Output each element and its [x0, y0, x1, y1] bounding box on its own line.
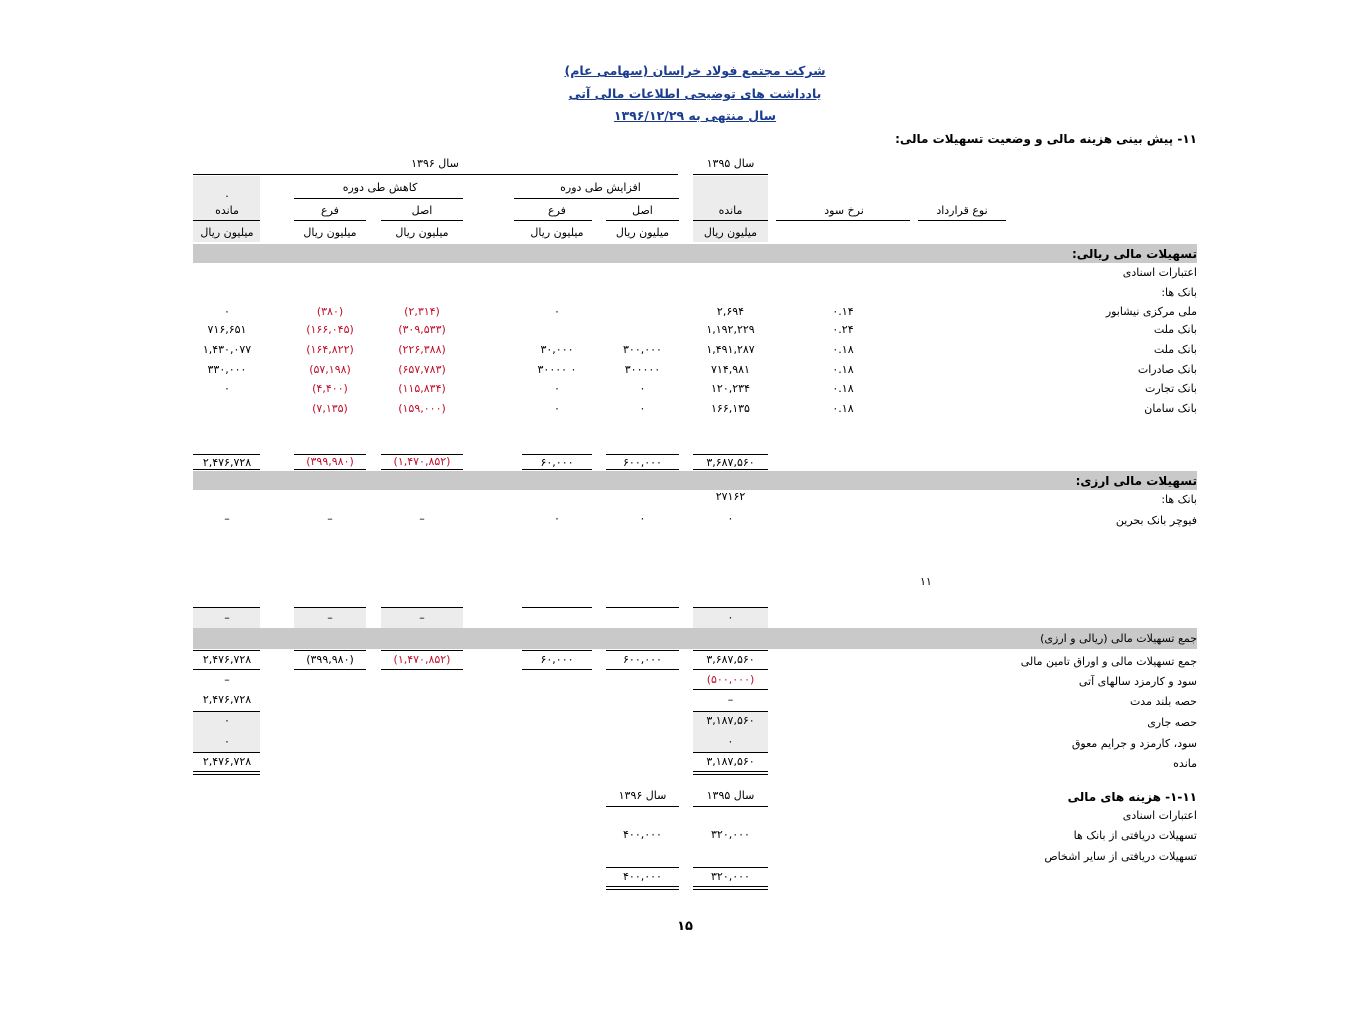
summary-double-rule [193, 771, 260, 772]
fc-rule [606, 806, 679, 807]
total-rule [693, 469, 768, 470]
row-inc-interest: ۰ [554, 402, 560, 415]
fx-total-rule [381, 607, 463, 608]
fx-row-label: فیوچر بانک بحرین [1115, 514, 1197, 527]
total-rule [294, 469, 366, 470]
fc-row-1396: ۴۰۰,۰۰۰ [623, 828, 662, 841]
fx-total-rule [606, 607, 679, 608]
unit-label: میلیون ریال [395, 226, 449, 239]
fc-row-label: تسهیلات دریافتی از بانک ها [1073, 829, 1197, 842]
unit-label: میلیون ریال [303, 226, 357, 239]
fc-year-1395: سال ۱۳۹۵ [706, 789, 755, 802]
col-contract-type: نوع قرارداد [936, 204, 988, 217]
summary-balance: ۰ [224, 735, 230, 748]
rial-sub-banks: بانک ها: [1161, 286, 1197, 299]
fx-total-open: ۰ [727, 611, 734, 624]
summary-open: (۵۰۰,۰۰۰) [706, 673, 755, 686]
row-dec-principal: (۶۵۷,۷۸۳) [398, 363, 446, 376]
col-rule [776, 220, 910, 221]
fx-sub-banks: بانک ها: [1161, 493, 1197, 506]
summary-rule [693, 711, 768, 712]
row-rate: ۰.۱۸ [832, 382, 854, 395]
row-inc-interest: ۳۰۰۰۰ ۰ [537, 363, 577, 376]
unit-label: میلیون ریال [530, 226, 584, 239]
unit-label: میلیون ریال [615, 226, 670, 239]
fc-row-1395: ۳۲۰,۰۰۰ [711, 828, 750, 841]
row-inc-interest: ۳۰,۰۰۰ [540, 343, 574, 356]
col-rule [193, 220, 260, 221]
notes-title: یادداشت های توضیحی اطلاعات مالی آتی [568, 86, 822, 101]
col-inc-interest: فرع [548, 204, 566, 217]
row-open: ۱,۱۹۲,۲۲۹ [706, 323, 755, 336]
col-rule [918, 220, 1006, 221]
row-label: بانک صادرات [1137, 363, 1197, 376]
summary-rule [693, 669, 768, 670]
col-dec-interest: فرع [321, 204, 339, 217]
period-title: سال منتهی به ۱۳۹۶/۱۲/۲۹ [613, 108, 777, 123]
fx-extra-value: ۲۷۱۶۲ [715, 490, 746, 503]
summary-rule [381, 650, 463, 651]
row-dec-interest: (۱۶۴,۸۲۲) [306, 343, 354, 356]
row-inc-principal: ۳۰۰,۰۰۰ [623, 343, 662, 356]
summary-balance: ۲,۴۷۶,۷۲۸ [202, 755, 252, 768]
decrease-group-header: کاهش طی دوره [342, 181, 418, 194]
fc-total-1395: ۳۲۰,۰۰۰ [711, 870, 750, 883]
row-inc-principal: ۳۰۰۰۰۰ [624, 363, 661, 376]
summary-label: سود، کارمزد و جرایم معوق [1071, 737, 1197, 750]
row-inc-principal: ۰ [639, 382, 646, 395]
row-rate: ۰.۱۸ [832, 363, 854, 376]
row-dec-interest: (۱۶۶,۰۴۵) [306, 323, 354, 336]
row-inc-interest: ۰ [554, 382, 560, 395]
fx-row-balance: – [224, 512, 230, 525]
page-number: ۱۵ [677, 919, 693, 934]
row-dec-interest: (۷,۱۳۵) [312, 402, 348, 415]
decrease-group-rule [294, 198, 463, 199]
summary-double-rule [193, 774, 260, 775]
finance-cost-title: ۱-۱۱- هزینه های مالی [1067, 790, 1197, 804]
row-open: ۱,۴۹۱,۲۸۷ [706, 343, 755, 356]
summary-open: ۳,۶۸۷,۵۶۰ [706, 653, 755, 666]
fx-title: تسهیلات مالی ارزی: [1075, 474, 1197, 488]
fc-row-label: تسهیلات دریافتی از سایر اشخاص [1044, 850, 1197, 863]
rial-total-inc-interest: ۶۰,۰۰۰ [540, 456, 574, 469]
row-dec-interest: (۴,۴۰۰) [312, 382, 348, 395]
fx-row-inc-interest: ۰ [554, 512, 560, 525]
row-open: ۱۲۰,۲۳۴ [711, 382, 750, 395]
row-rate: ۰.۱۴ [832, 305, 854, 318]
summary-balance: ۲,۴۷۶,۷۲۸ [202, 693, 252, 706]
row-open: ۷۱۴,۹۸۱ [711, 363, 750, 376]
row-label: بانک تجارت [1145, 382, 1197, 395]
section-title: ۱۱- پیش بینی هزینه مالی و وضعیت تسهیلات مالی: [895, 132, 1197, 146]
note-marker: ۱۱ [920, 575, 932, 588]
row-label: بانک ملت [1153, 323, 1197, 336]
rial-sub-lc: اعتبارات اسنادی [1122, 266, 1197, 279]
rial-total-balance: ۲,۴۷۶,۷۲۸ [202, 456, 252, 469]
fc-total-rule [693, 867, 768, 868]
row-label: ملی مرکزی نیشابور [1105, 305, 1197, 318]
rial-band [193, 244, 1197, 263]
summary-double-rule [693, 771, 768, 772]
fc-total-double-rule [693, 889, 768, 890]
col-open-remaining: مانده [718, 204, 743, 217]
row-inc-interest: ۰ [554, 305, 560, 318]
row-dec-principal: (۱۵۹,۰۰۰) [398, 402, 446, 415]
row-rate: ۰.۲۴ [832, 323, 854, 336]
total-rule [193, 469, 260, 470]
col-rule [693, 220, 768, 221]
row-dec-principal: (۳۰۹,۵۳۳) [398, 323, 446, 336]
summary-open: – [727, 693, 734, 706]
fc-total-rule [606, 867, 679, 868]
summary-label: سود و کارمزد سالهای آتی [1078, 675, 1197, 688]
row-dec-interest: (۵۷,۱۹۸) [309, 363, 351, 376]
total-rule [522, 454, 592, 455]
fx-row-open: ۰ [727, 512, 734, 525]
row-dec-principal: (۲۲۶,۳۸۸) [398, 343, 446, 356]
fx-row-inc-principal: ۰ [639, 512, 646, 525]
row-balance: ۰ [224, 305, 230, 318]
row-dec-interest: (۳۸۰) [316, 305, 344, 318]
row-open: ۲,۶۹۴ [716, 305, 745, 318]
col-rule [606, 220, 679, 221]
total-rule [193, 454, 260, 455]
fc-year-1396: سال ۱۳۹۶ [618, 789, 667, 802]
unit-label: میلیون ریال [200, 226, 254, 239]
summary-rule [381, 669, 463, 670]
col-rule [381, 220, 463, 221]
row-balance: ۷۱۶,۶۵۱ [207, 323, 247, 336]
unit-label: میلیون ریال [703, 226, 758, 239]
rial-total-dec-principal: (۱,۴۷۰,۸۵۲) [393, 455, 451, 468]
summary-rule [693, 689, 768, 690]
summary-balance: ۲,۴۷۶,۷۲۸ [202, 653, 252, 666]
rial-total-open: ۳,۶۸۷,۵۶۰ [706, 456, 755, 469]
fx-total-rule [522, 607, 592, 608]
summary-rule [294, 669, 366, 670]
summary-rule [193, 711, 260, 712]
col-inc-principal: اصل [632, 204, 653, 217]
summary-label: جمع تسهیلات مالی و اوراق تامین مالی [1020, 655, 1197, 668]
summary-dec-interest: (۳۹۹,۹۸۰) [306, 653, 354, 666]
summary-rule [193, 669, 260, 670]
summary-rule [606, 669, 679, 670]
row-dec-principal: (۱۱۵,۸۳۴) [398, 382, 446, 395]
summary-inc-interest: ۶۰,۰۰۰ [540, 653, 574, 666]
fx-total-rule [294, 607, 366, 608]
summary-rule [693, 650, 768, 651]
summary-rule [693, 752, 768, 753]
fx-total-rule [693, 607, 768, 608]
summary-open: ۳,۱۸۷,۵۶۰ [706, 755, 755, 768]
summary-band-label: جمع تسهیلات مالی (ریالی و ارزی) [1040, 632, 1197, 645]
fx-row-dec-interest: – [327, 512, 333, 525]
total-rule [606, 454, 679, 455]
year-1395-header: سال ۱۳۹۵ [706, 157, 755, 170]
rial-title: تسهیلات مالی ریالی: [1071, 247, 1197, 261]
fc-total-double-rule [693, 886, 768, 887]
fc-total-1396: ۴۰۰,۰۰۰ [623, 870, 662, 883]
summary-rule [193, 650, 260, 651]
rial-total-dec-interest: (۳۹۹,۹۸۰) [306, 455, 354, 468]
col-dec-principal: اصل [411, 204, 433, 217]
fx-row-dec-principal: – [419, 512, 425, 525]
fc-rule [693, 806, 768, 807]
year-1396-header: سال ۱۳۹۶ [411, 157, 459, 170]
row-inc-principal: ۰ [639, 402, 646, 415]
fx-total-balance: – [224, 611, 230, 624]
fx-band [193, 471, 1197, 490]
row-balance: ۰ [224, 382, 230, 395]
summary-inc-principal: ۶۰۰,۰۰۰ [623, 653, 662, 666]
summary-rule [294, 650, 366, 651]
col-remaining: مانده [215, 204, 239, 217]
summary-label: مانده [1173, 757, 1197, 770]
summary-rule [522, 669, 592, 670]
increase-group-rule [514, 198, 679, 199]
fc-total-double-rule [606, 886, 679, 887]
fc-sub: اعتبارات اسنادی [1122, 809, 1197, 822]
row-label: بانک ملت [1153, 343, 1197, 356]
summary-label: حصه بلند مدت [1129, 695, 1197, 708]
dot-mark: . [225, 187, 229, 200]
total-rule [522, 469, 592, 470]
row-balance: ۳۳۰,۰۰۰ [207, 363, 247, 376]
row-dec-principal: (۲,۳۱۴) [404, 305, 440, 318]
col-rule [514, 220, 592, 221]
summary-double-rule [693, 774, 768, 775]
total-rule [693, 454, 768, 455]
fx-total-rule [193, 607, 260, 608]
summary-dec-principal: (۱,۴۷۰,۸۵۲) [393, 653, 451, 666]
row-balance: ۱,۴۳۰,۰۷۷ [202, 343, 252, 356]
rial-total-inc-principal: ۶۰۰,۰۰۰ [623, 456, 662, 469]
summary-rule [522, 650, 592, 651]
increase-group-header: افزایش طی دوره [560, 181, 641, 194]
fx-total-dec-interest: – [327, 611, 333, 624]
total-rule [606, 469, 679, 470]
company-title: شرکت مجتمع فولاد خراسان (سهامی عام) [564, 63, 826, 78]
total-rule [381, 469, 463, 470]
fx-total-dec-principal: – [419, 611, 425, 624]
summary-balance: – [224, 673, 230, 686]
row-rate: ۰.۱۸ [832, 343, 854, 356]
row-open: ۱۶۶,۱۳۵ [711, 402, 750, 415]
summary-open: ۰ [727, 735, 734, 748]
fc-total-double-rule [606, 889, 679, 890]
row-label: بانک سامان [1144, 402, 1197, 415]
col-rule [294, 220, 366, 221]
summary-balance: ۰ [224, 714, 230, 727]
col-rate: نرخ سود [824, 204, 864, 217]
summary-open: ۳,۱۸۷,۵۶۰ [706, 714, 755, 727]
year-1395-rule [693, 174, 768, 175]
summary-rule [193, 752, 260, 753]
row-rate: ۰.۱۸ [832, 402, 854, 415]
summary-rule [606, 650, 679, 651]
year-1396-rule [193, 174, 678, 175]
summary-label: حصه جاری [1147, 716, 1197, 729]
